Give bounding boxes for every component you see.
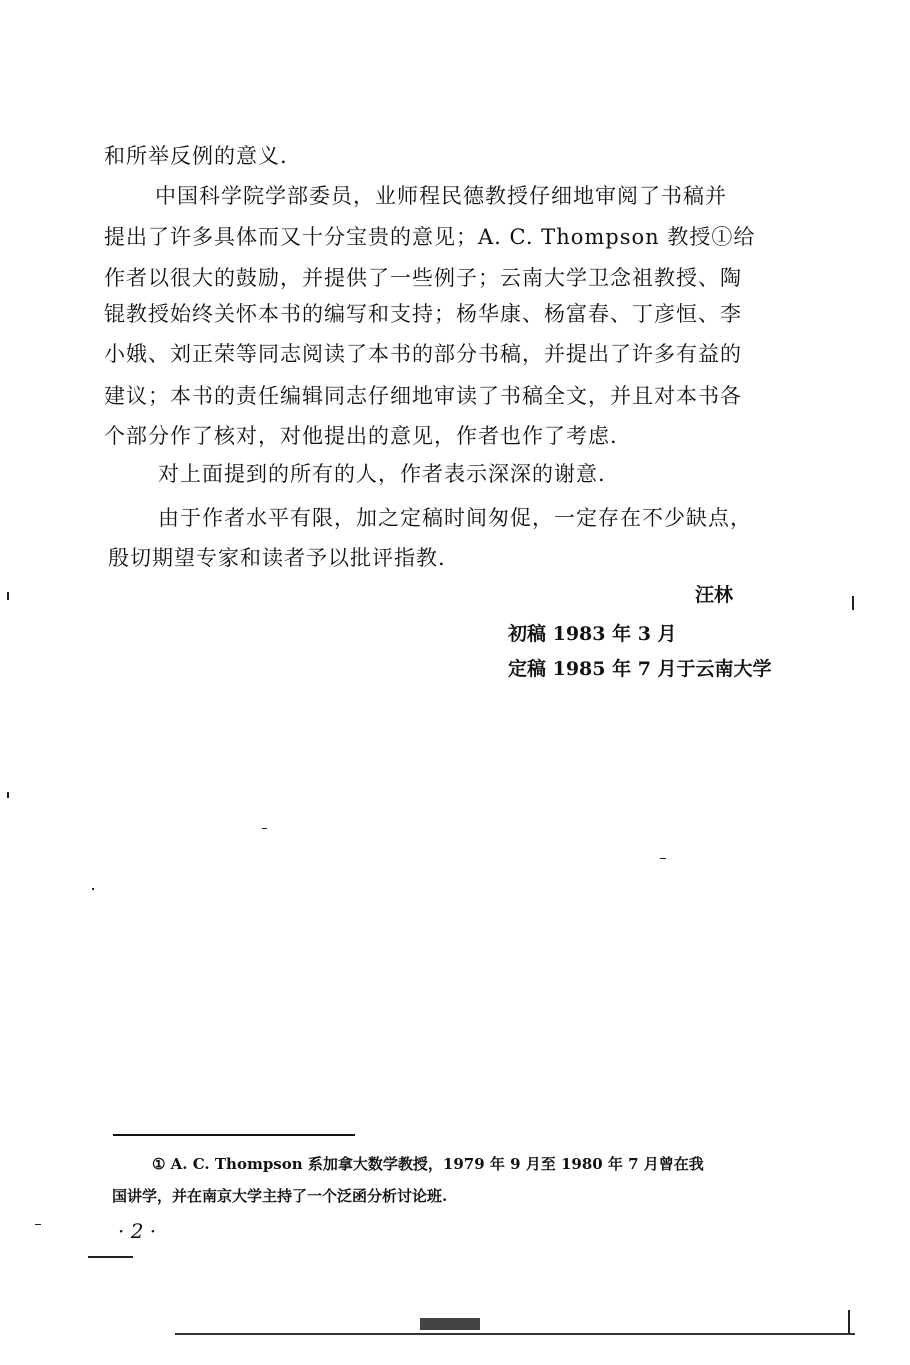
scan-speck xyxy=(852,596,854,610)
body-line-3: 提出了许多具体而又十分宝贵的意见；A. C. Thompson 教授①给 xyxy=(104,225,756,249)
footnote-rule xyxy=(113,1134,355,1136)
body-line-7: 建议；本书的责任编辑同志仔细地审读了书稿全文，并且对本书各 xyxy=(104,384,742,408)
footnote-line-1: ① A. C. Thompson 系加拿大数学教授，1979 年 9 月至 1980 年 7 月曾在我 xyxy=(152,1155,704,1173)
footnote-line-2: 国讲学，并在南京大学主持了一个泛函分析讨论班. xyxy=(112,1187,448,1205)
author-signature: 汪林 xyxy=(695,584,734,606)
body-line-6: 小娥、刘正荣等同志阅读了本书的部分书稿，并提出了许多有益的 xyxy=(104,342,742,366)
scan-speck xyxy=(92,888,94,890)
scan-edge-line xyxy=(175,1333,855,1335)
scan-speck xyxy=(262,828,267,829)
scan-speck xyxy=(35,1224,41,1225)
body-line-11: 殷切期望专家和读者予以批评指教. xyxy=(108,546,446,570)
body-line-2: 中国科学院学部委员，业师程民德教授仔细地审阅了书稿并 xyxy=(155,184,727,208)
body-line-8: 个部分作了核对，对他提出的意见，作者也作了考虑. xyxy=(104,424,618,448)
body-line-4: 作者以很大的鼓励，并提供了一些例子；云南大学卫念祖教授、陶 xyxy=(104,266,742,290)
body-line-10: 由于作者水平有限，加之定稿时间匆促，一定存在不少缺点， xyxy=(158,506,752,530)
scan-speck xyxy=(7,792,9,798)
final-date: 定稿 1985 年 7 月于云南大学 xyxy=(508,658,772,680)
draft-date: 初稿 1983 年 3 月 xyxy=(508,623,677,645)
scan-speck xyxy=(7,592,9,600)
body-line-1: 和所举反例的意义. xyxy=(104,144,288,168)
page-number: · 2 · xyxy=(118,1219,157,1243)
body-line-9: 对上面提到的所有的人，作者表示深深的谢意. xyxy=(158,462,606,486)
scan-speck xyxy=(848,1310,850,1334)
scan-speck xyxy=(88,1256,133,1258)
scan-blot xyxy=(420,1318,480,1330)
body-line-5: 锟教授始终关怀本书的编写和支持；杨华康、杨富春、丁彦恒、李 xyxy=(104,302,742,326)
scan-speck xyxy=(660,858,666,859)
